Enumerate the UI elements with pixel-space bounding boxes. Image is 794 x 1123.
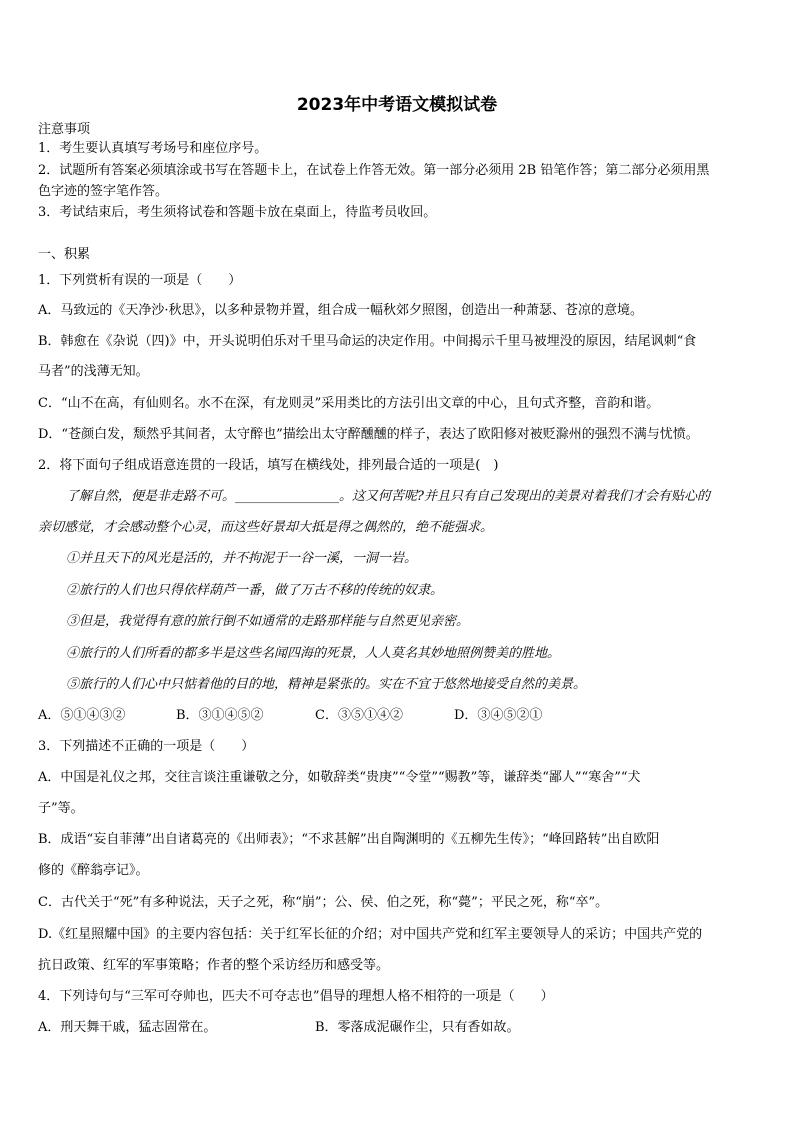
option-b: B．③①④⑤② (176, 708, 264, 723)
notice-heading: 注意事项 (38, 122, 91, 137)
question-stem: 4．下列诗句与“三军可夺帅也，匹夫不可夺志也”倡导的理想人格不相符的一项是（ ） (38, 989, 554, 1004)
passage-line: 亲切感觉，才会感动整个心灵，而这些好景却大抵是得之偶然的，绝不能强求。 (38, 520, 494, 535)
option-b: B．零落成泥碾作尘，只有香如故。 (315, 1020, 520, 1035)
sentence-3: ③但是，我觉得有意的旅行倒不如通常的走路那样能与自然更见亲密。 (66, 614, 470, 629)
question-stem: 1．下列赏析有误的一项是（ ） (38, 273, 242, 288)
option-d: D．“苍颜白发，颓然乎其间者，太守醉也”描绘出太守醉醺醺的样子，表达了欧阳修对被贬滁州的强烈不满与忧愤。 (38, 427, 699, 442)
passage-line: 了解自然，便是非走路不可。________________。这又何苦呢?并且只有自己发现出的美景对着我们才会有贴心的 (66, 489, 710, 504)
sentence-4: ④旅行的人们所看的都多半是这些名闻四海的死景，人人莫名其妙地照例赞美的胜地。 (66, 646, 561, 661)
option-a-cont: 子”等。 (38, 801, 84, 816)
option-b: B．成语“妄自菲薄”出自诸葛亮的《出师表》；“不求甚解”出自陶渊明的《五柳先生传》；“峰回路转”出自欧阳 (38, 832, 660, 847)
option-b-cont: 马者”的浅薄无知。 (38, 364, 149, 379)
page-title: 2023年中考语文模拟试卷 (296, 95, 498, 115)
option-a: A．中国是礼仪之邦，交往言谈注重谦敬之分，如敬辞类“贵庚”“令堂”“赐教”等，谦辞类“鄙人”“寒舍”“犬 (38, 770, 641, 785)
option-a: A．刑天舞干戚，猛志固常在。 (38, 1020, 217, 1035)
question-stem: 2．将下面句子组成语意连贯的一段话，填写在横线处，排列最合适的一项是( ) (38, 458, 499, 473)
notice-item: 色字迹的签字笔作答。 (38, 184, 169, 199)
notice-item: 1．考生要认真填写考场号和座位序号。 (38, 141, 268, 156)
option-d: D．③④⑤②① (454, 708, 543, 723)
question-stem: 3．下列描述不正确的一项是（ ） (38, 739, 255, 754)
section-heading: 一、积累 (38, 247, 91, 262)
option-b: B．韩愈在《杂说（四)》中，开头说明伯乐对千里马命运的决定作用。中间揭示千里马被埋没的原因，结尾讽刺“食 (38, 334, 697, 349)
sentence-5: ⑤旅行的人们心中只惦着他的目的地，精神是紧张的。实在不宜于悠然地接受自然的美景。 (66, 677, 587, 692)
option-a: A．⑤①④③② (38, 708, 126, 723)
option-c: C．③⑤①④② (315, 708, 403, 723)
notice-item: 3．考试结束后，考生须将试卷和答题卡放在桌面上，待监考员收回。 (38, 205, 437, 220)
sentence-2: ②旅行的人们也只得依样葫芦一番，做了万古不移的传统的奴隶。 (66, 583, 444, 598)
notice-item: 2．试题所有答案必须填涂或书写在答题卡上，在试卷上作答无效。第一部分必须用 2B 铅笔作答；第二部分必须用黑 (38, 163, 710, 178)
sentence-1: ①并且天下的风光是活的，并不拘泥于一谷一溪，一洞一岩。 (66, 551, 418, 566)
option-c: C．“山不在高，有仙则名。水不在深，有龙则灵”采用类比的方法引出文章的中心，且句式齐整，音韵和谐。 (38, 396, 660, 411)
option-c: C．古代关于“死”有多种说法，天子之死，称“崩”；公、侯、伯之死，称“薨”；平民之死，称“卒”。 (38, 895, 609, 910)
option-b-cont: 修的《醉翁亭记》。 (38, 863, 149, 878)
option-d-cont: 抗日政策、红军的军事策略；作者的整个采访经历和感受等。 (38, 958, 390, 973)
option-d: D.《红星照耀中国》的主要内容包括：关于红军长征的介绍；对中国共产党和红军主要领导人的采访；中国共产党的 (38, 927, 703, 942)
option-a: A．马致远的《天净沙·秋思》，以多种景物并置，组合成一幅秋郊夕照图，创造出一种萧瑟、苍凉的意境。 (38, 303, 644, 318)
